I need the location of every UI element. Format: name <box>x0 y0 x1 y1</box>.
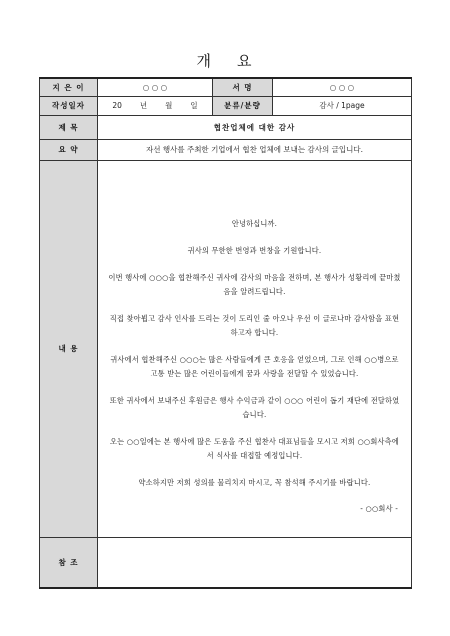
content-paragraph: 또한 귀사에서 보내주신 후원금은 행사 수익금과 같이 ○○○ 어린이 돕기 재단에 전달하였습니다. <box>109 396 400 419</box>
author-row <box>40 78 412 96</box>
content-paragraph: 귀사의 무한한 번영과 번창을 기원합니다. <box>187 246 322 255</box>
category-label: 분류/분량 <box>213 96 273 115</box>
signature-line: - ○○회사 - <box>360 504 398 513</box>
date-value[interactable]: 20 년 월 일 <box>98 96 213 115</box>
date-row <box>40 96 412 115</box>
content-paragraph: 이번 행사에 ○○○을 협찬해주신 귀사에 감사의 마음을 전하며, 본 행사가 성황리에 끝마쳤음을 알려드립니다. <box>108 273 401 296</box>
reference-row <box>40 537 412 588</box>
category-value[interactable]: 감사 / 1page <box>273 96 412 115</box>
content-body[interactable] <box>98 160 412 537</box>
content-label: 내 용 <box>40 160 98 537</box>
reference-label: 참 조 <box>40 537 98 588</box>
summary-value[interactable]: 자선 행사를 주최한 기업에서 협찬 업체에 보내는 감사의 글입니다. <box>98 139 412 160</box>
summary-label: 요 약 <box>40 139 98 160</box>
signature-label: 서 명 <box>213 78 273 96</box>
author-label: 지 은 이 <box>40 78 98 96</box>
content-row <box>40 160 412 537</box>
subject-label: 제 목 <box>40 115 98 139</box>
summary-row <box>40 139 412 160</box>
author-value[interactable]: ○ ○ ○ <box>98 78 213 96</box>
overview-form-table <box>39 77 412 589</box>
reference-value[interactable] <box>98 537 412 588</box>
subject-value[interactable]: 협찬업체에 대한 감사 <box>98 115 412 139</box>
date-label: 작성일자 <box>40 96 98 115</box>
content-paragraph: 귀사에서 협찬해주신 ○○○는 많은 사람들에게 큰 호응을 얻었으며, 그로 인해 ○○병으로 고통 받는 많은 어린이들에게 꿈과 사랑을 전달할 수 있었습니다. <box>110 355 399 378</box>
signature-value[interactable]: ○ ○ ○ <box>273 78 412 96</box>
subject-row <box>40 115 412 139</box>
page-title: 개 요 <box>196 52 254 70</box>
content-paragraph: 직접 찾아뵙고 감사 인사를 드리는 것이 도리인 줄 아오나 우선 이 글로나마 감사함을 표현하고자 합니다. <box>109 314 400 337</box>
content-paragraph: 안녕하십니까. <box>231 219 278 228</box>
content-paragraph: 약소하지만 저희 성의를 물리치지 마시고, 꼭 참석해 주시기를 바랍니다. <box>138 478 371 487</box>
content-paragraph: 오는 ○○일에는 본 행사에 많은 도움을 주신 협찬사 대표님들을 모시고 저희 ○○회사측에서 식사를 대접할 예정입니다. <box>110 437 399 460</box>
